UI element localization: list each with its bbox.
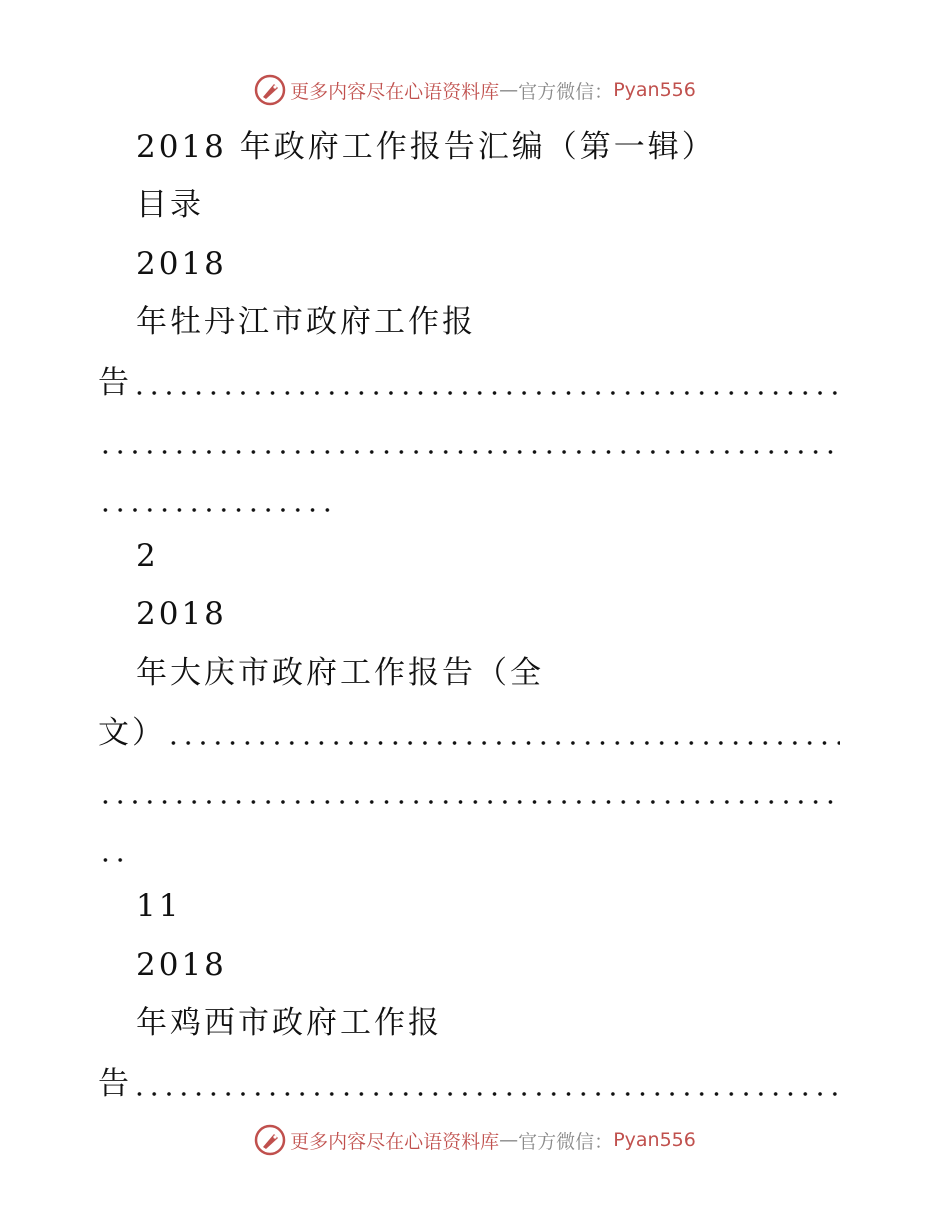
toc-entry-leader-row	[98, 713, 840, 753]
toc-heading: 目录	[136, 187, 204, 223]
toc-entry-title-tail: 告	[98, 1066, 132, 1102]
dot-leader	[98, 772, 840, 812]
watermark-text: 更多内容尽在心语资料库	[290, 1130, 500, 1153]
toc-entry-title: 年牡丹江市政府工作报	[136, 304, 476, 340]
watermark-id: Pyan556	[613, 79, 696, 101]
watermark-text: 更多内容尽在心语资料库	[290, 80, 500, 103]
footer-watermark	[0, 1120, 950, 1160]
toc-entry-year: 2018	[136, 947, 227, 983]
toc-entry-title: 年鸡西市政府工作报	[136, 1005, 442, 1041]
toc-entry-title-tail: 告	[98, 365, 132, 401]
dot-leader	[98, 830, 126, 870]
pen-nib-logo-icon	[254, 74, 286, 106]
dot-leader	[166, 713, 840, 753]
toc-entry-year: 2018	[136, 246, 227, 282]
watermark-contact: 官方微信：	[518, 1130, 614, 1153]
header-watermark	[0, 70, 950, 110]
toc-entry-leader-row	[98, 1064, 840, 1104]
dot-leader	[132, 1064, 840, 1104]
toc-entry-title: 年大庆市政府工作报告（全	[136, 655, 544, 691]
toc-entry-page: 11	[136, 888, 182, 924]
watermark-contact: 官方微信：	[518, 80, 614, 103]
document-title: 2018 年政府工作报告汇编（第一辑）	[136, 129, 716, 165]
toc-entry-page: 2	[136, 538, 159, 574]
watermark-id: Pyan556	[613, 1129, 696, 1151]
dot-leader	[132, 363, 840, 403]
watermark-separator: —	[499, 1129, 519, 1151]
dot-leader	[98, 422, 840, 462]
toc-entry-year: 2018	[136, 596, 227, 632]
dot-leader	[98, 480, 330, 520]
toc-entry-leader-row	[98, 363, 840, 403]
toc-entry-title-tail: 文）	[98, 715, 166, 751]
pen-nib-logo-icon	[254, 1124, 286, 1156]
watermark-separator: —	[499, 79, 519, 101]
